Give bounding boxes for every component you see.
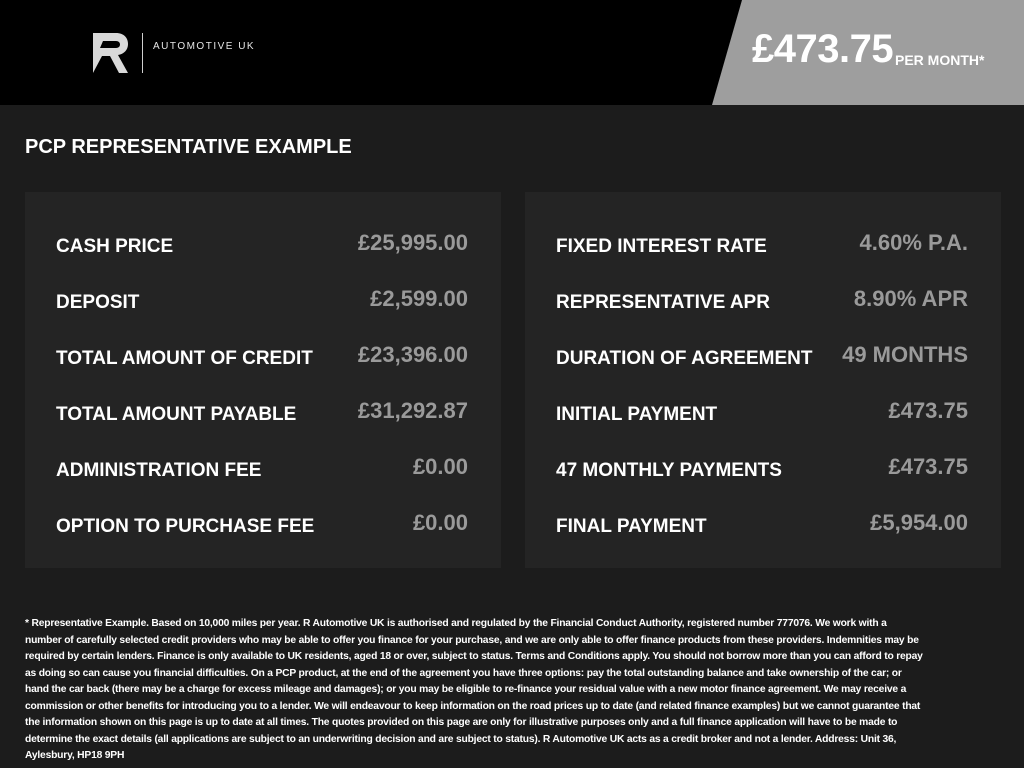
row-value: 49 MONTHS	[842, 342, 968, 367]
logo-divider	[142, 33, 143, 73]
row-value: £0.00	[412, 510, 468, 535]
row-label: DEPOSIT	[56, 292, 140, 313]
row-label: FINAL PAYMENT	[556, 516, 707, 537]
row-value: £473.75	[888, 454, 968, 479]
row-monthly-payments	[556, 454, 968, 484]
row-label: FIXED INTEREST RATE	[556, 236, 767, 257]
row-deposit	[56, 286, 468, 316]
row-value: £25,995.00	[357, 230, 468, 255]
row-label: ADMINISTRATION FEE	[56, 460, 262, 481]
row-label: DURATION OF AGREEMENT	[556, 348, 813, 369]
row-value: 4.60% P.A.	[859, 230, 968, 255]
row-value: £31,292.87	[357, 398, 468, 423]
r-logo-icon	[90, 31, 130, 75]
row-apr	[556, 286, 968, 316]
finance-panel-right	[525, 192, 1001, 568]
row-label: CASH PRICE	[56, 236, 174, 257]
finance-disclaimer: * Representative Example. Based on 10,000 miles per year. R Automotive UK is authorised and regulated by the Financial Conduct Authority, registered number 777076. We work with a number of carefully selected credit providers who may be able to offer you finance for your purchase, and we are only able to offer finance products from these providers. Indemnities may be required by certain lenders. Finance is only available to UK residents, aged 18 or over, subject to status. Terms and Conditions apply. You should not borrow more than you can afford to repay as doing so can cause you financial difficulties. On a PCP product, at the end of the agreement you have three options: pay the total outstanding balance and take ownership of the car; or hand the car back (there may be a charge for excess mileage and damages); or you may be eligible to re-finance your residual value with a new motor finance agreement. We may receive a commission or other benefits for introducing you to a lender. We will endeavour to keep information on the road prices up to date (and related finance examples) but we cannot guarantee that the information shown on this page is up to date at all times. The quotes provided on this page are only for illustrative purposes only and a full finance application will have to be made to determine the exact details (all applications are subject to an underwriting decision and are subject to status). R Automotive UK acts as a credit broker and not a lender. Address: Unit 36, Aylesbury, HP18 9PH	[25, 618, 923, 761]
row-value: £2,599.00	[370, 286, 468, 311]
row-value: £0.00	[412, 454, 468, 479]
row-label: 47 MONTHLY PAYMENTS	[556, 460, 782, 481]
brand-logo[interactable]	[90, 30, 255, 75]
row-initial-payment	[556, 398, 968, 428]
row-total-payable	[56, 398, 468, 428]
row-label: OPTION TO PURCHASE FEE	[56, 516, 315, 537]
row-value: £5,954.00	[870, 510, 968, 535]
row-value: 8.90% APR	[853, 286, 968, 311]
row-admin-fee	[56, 454, 468, 484]
row-final-payment	[556, 510, 968, 540]
row-label: REPRESENTATIVE APR	[556, 292, 770, 313]
row-value: £23,396.00	[357, 342, 468, 367]
brand-name: AUTOMOTIVE UK	[153, 41, 256, 52]
row-label: TOTAL AMOUNT OF CREDIT	[56, 348, 313, 369]
row-value: £473.75	[888, 398, 968, 423]
price-suffix: PER MONTH*	[895, 52, 985, 68]
finance-panel-left	[25, 192, 501, 568]
row-total-credit	[56, 342, 468, 372]
section-title: PCP REPRESENTATIVE EXAMPLE	[25, 136, 352, 158]
row-duration	[556, 342, 968, 372]
row-cash-price	[56, 230, 468, 260]
header-bar	[0, 0, 1024, 105]
row-purchase-fee	[56, 510, 468, 540]
row-label: TOTAL AMOUNT PAYABLE	[56, 404, 297, 425]
row-label: INITIAL PAYMENT	[556, 404, 718, 425]
monthly-price: £473.75	[752, 27, 894, 71]
row-interest-rate	[556, 230, 968, 260]
